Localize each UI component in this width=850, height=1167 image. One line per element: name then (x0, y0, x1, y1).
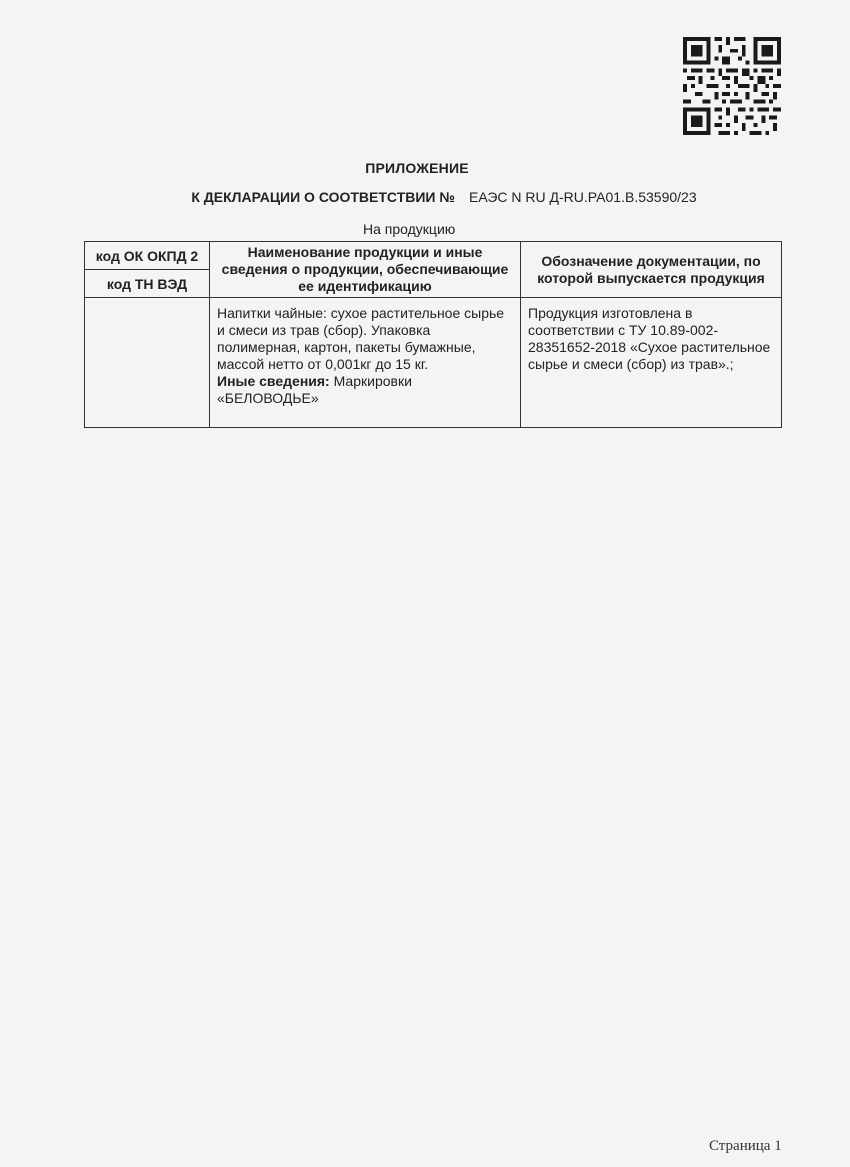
table-row (85, 298, 782, 428)
other-info-label: Иные сведения: (217, 373, 330, 389)
qr-code-icon (683, 37, 781, 135)
appendix-table (84, 241, 782, 428)
page-number: Страница 1 (709, 1138, 782, 1154)
page-title: ПРИЛОЖЕНИЕ (365, 160, 469, 176)
header-code-tnved: код ТН ВЭД (85, 270, 210, 298)
cell-product-name (210, 298, 521, 428)
caption: На продукцию (363, 221, 456, 237)
header-product-name: Наименование продукции и иные сведения о продукции, обеспечивающие ее идентификацию (210, 242, 521, 298)
other-info-value: Маркировки «БЕЛОВОДЬЕ» (217, 373, 412, 406)
cell-documentation: Продукция изготовлена в соответствии с ТУ 10.89-002-28351652-2018 «Сухое растительное сырье и смеси (сбор) из трав».; (521, 298, 782, 428)
table-header-row (85, 242, 782, 270)
product-description: Напитки чайные: сухое растительное сырье и смеси из трав (сбор). Упаковка полимерная, картон, пакеты бумажные, массой нетто от 0,001кг до 15 кг. (217, 305, 505, 372)
header-documentation: Обозначение документации, по которой выпускается продукция (521, 242, 782, 298)
declaration-number: ЕАЭС N RU Д-RU.РА01.В.53590/23 (468, 189, 697, 205)
cell-code (85, 298, 210, 428)
declaration-label: К ДЕКЛАРАЦИИ О СООТВЕТСТВИИ № (191, 189, 455, 205)
declaration-heading (0, 189, 850, 205)
header-code-okpd: код ОК ОКПД 2 (85, 242, 210, 270)
